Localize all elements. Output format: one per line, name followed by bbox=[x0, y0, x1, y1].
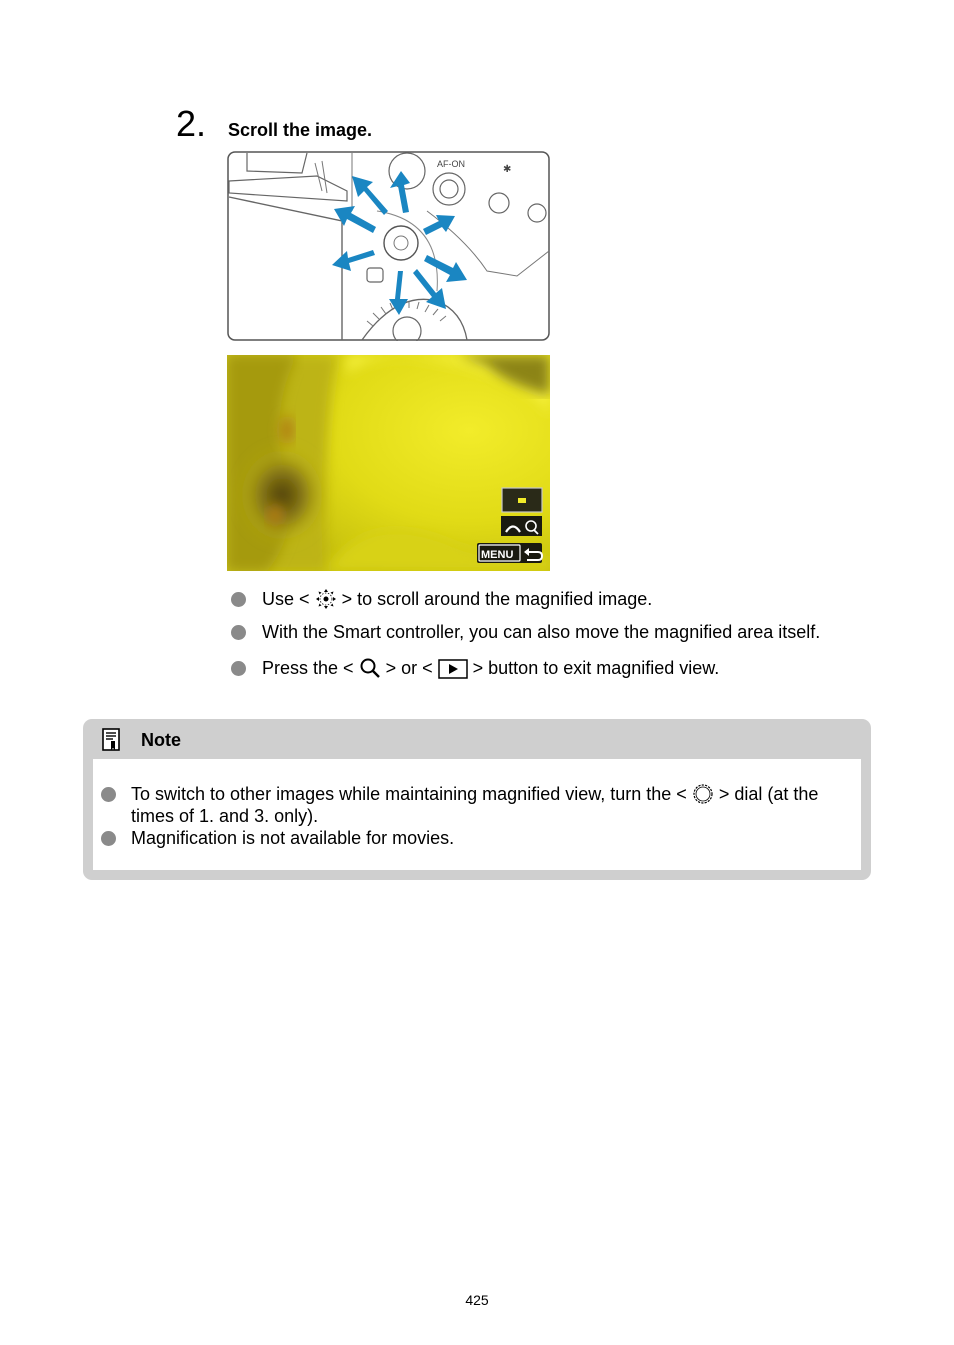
step-number: 2. bbox=[176, 103, 207, 144]
star-label: ✱ bbox=[503, 164, 512, 175]
camera-back-illustration bbox=[227, 151, 550, 341]
af-on-label: AF-ON bbox=[437, 159, 465, 169]
page-number: 425 bbox=[465, 1292, 489, 1308]
multi-controller-icon bbox=[315, 588, 337, 610]
note-content bbox=[93, 759, 861, 870]
magnify-icon bbox=[359, 657, 381, 679]
note-title: Note bbox=[141, 730, 181, 750]
bullet-dot bbox=[231, 625, 246, 640]
step-title: Scroll the image. bbox=[228, 120, 373, 140]
list-item: Use < > to scroll around the magnified image. bbox=[231, 588, 911, 610]
main-dial-icon bbox=[692, 783, 714, 805]
note-icon bbox=[101, 728, 121, 752]
bullet-dot bbox=[101, 787, 116, 802]
magnified-playback-image bbox=[227, 355, 550, 571]
note-box bbox=[83, 719, 871, 880]
instruction-list bbox=[231, 588, 911, 679]
bullet-dot bbox=[231, 592, 246, 607]
list-item: Magnification is not available for movies. bbox=[101, 827, 846, 849]
list-item: Press the < > or < > button to exit magnified view. bbox=[231, 657, 911, 679]
note-list bbox=[101, 783, 846, 849]
list-item: With the Smart controller, you can also move the magnified area itself. bbox=[231, 621, 911, 643]
bullet-dot bbox=[231, 661, 246, 676]
bullet-dot bbox=[101, 831, 116, 846]
menu-label: MENU bbox=[481, 549, 514, 561]
playback-icon bbox=[438, 659, 468, 679]
list-item: To switch to other images while maintaining magnified view, turn the < > dial (at the times of 1. and 3. only). bbox=[101, 783, 846, 827]
